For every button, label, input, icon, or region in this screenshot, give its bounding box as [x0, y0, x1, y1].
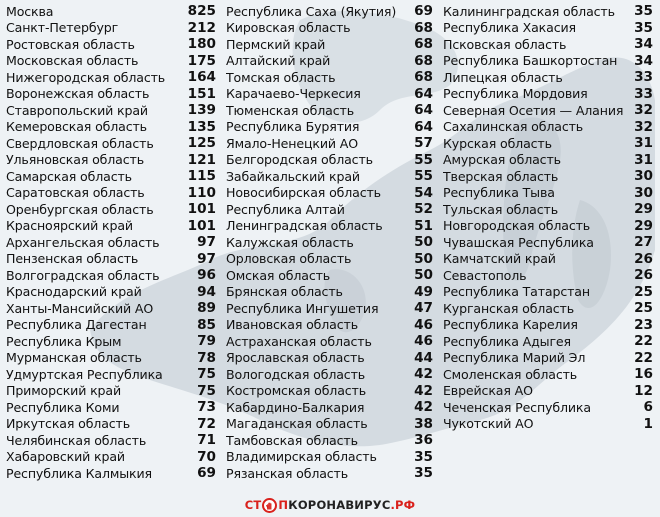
region-row: [443, 366, 653, 383]
case-count: 151: [187, 85, 216, 102]
region-name: Забайкальский край: [226, 168, 360, 184]
case-count: 35: [414, 448, 433, 465]
region-row: [443, 350, 653, 367]
region-row: [443, 383, 653, 400]
case-count: 26: [634, 250, 653, 267]
region-name: Краснодарский край: [6, 284, 142, 300]
region-row: [226, 300, 433, 317]
case-count: 94: [197, 283, 216, 300]
region-name: Красноярский край: [6, 218, 133, 234]
region-name: Республика Саха (Якутия): [226, 3, 397, 19]
case-count: 22: [634, 349, 653, 366]
region-name: Кемеровская область: [6, 119, 147, 135]
region-row: [443, 69, 653, 86]
region-row: [443, 152, 653, 169]
case-count: 175: [187, 52, 216, 69]
case-count: 72: [197, 415, 216, 432]
case-count: 180: [187, 36, 216, 53]
region-row: [6, 234, 216, 251]
region-name: Республика Калмыкия: [6, 465, 152, 481]
case-count: 33: [634, 69, 653, 86]
region-name: Архангельская область: [6, 234, 160, 250]
case-count: 42: [414, 399, 433, 416]
region-name: Брянская область: [226, 284, 343, 300]
case-count: 139: [187, 102, 216, 119]
region-row: [6, 300, 216, 317]
region-row: [226, 168, 433, 185]
region-row: [6, 119, 216, 136]
region-row: [6, 317, 216, 334]
case-count: 68: [414, 36, 433, 53]
region-row: [226, 284, 433, 301]
case-count: 44: [414, 349, 433, 366]
region-row: [6, 383, 216, 400]
region-row: [226, 20, 433, 37]
region-name: Волгоградская область: [6, 267, 160, 283]
region-name: Челябинская область: [6, 432, 147, 448]
region-row: [6, 53, 216, 70]
region-row: [6, 20, 216, 37]
logo-text-p: П: [278, 498, 289, 512]
region-row: [6, 36, 216, 53]
case-count: 31: [634, 151, 653, 168]
case-count: 29: [634, 217, 653, 234]
region-row: [443, 251, 653, 268]
region-row: [226, 416, 433, 433]
region-row: [443, 135, 653, 152]
case-count: 125: [187, 135, 216, 152]
case-count: 68: [414, 19, 433, 36]
region-row: [6, 3, 216, 20]
case-count: 27: [634, 234, 653, 251]
column-2: [226, 3, 433, 482]
case-count: 22: [634, 333, 653, 350]
region-name: Удмуртская Республика: [6, 366, 163, 382]
region-row: [443, 102, 653, 119]
region-name: Тульская область: [443, 201, 558, 217]
logo-text-koronavirus: КОРОНАВИРУС: [288, 498, 391, 512]
region-name: Санкт-Петербург: [6, 20, 119, 36]
region-row: [6, 102, 216, 119]
case-count: 135: [187, 118, 216, 135]
region-name: Новгородская область: [443, 218, 591, 234]
region-row: [6, 69, 216, 86]
region-name: Республика Крым: [6, 333, 122, 349]
case-count: 71: [197, 432, 216, 449]
region-row: [6, 135, 216, 152]
region-name: Карачаево-Черкесия: [226, 86, 361, 102]
region-name: Республика Хакасия: [443, 20, 576, 36]
case-count: 101: [187, 217, 216, 234]
region-name: Калужская область: [226, 234, 354, 250]
case-count: 34: [634, 52, 653, 69]
case-count: 38: [414, 415, 433, 432]
case-count: 68: [414, 52, 433, 69]
region-row: [443, 416, 653, 433]
case-count: 115: [187, 168, 216, 185]
region-name: Сахалинская область: [443, 119, 584, 135]
region-row: [6, 185, 216, 202]
region-row: [6, 218, 216, 235]
region-row: [443, 284, 653, 301]
region-name: Самарская область: [6, 168, 132, 184]
region-name: Курская область: [443, 135, 552, 151]
case-count: 69: [414, 3, 433, 20]
region-row: [6, 201, 216, 218]
case-count: 33: [634, 85, 653, 102]
case-count: 78: [197, 349, 216, 366]
region-row: [226, 36, 433, 53]
region-row: [443, 36, 653, 53]
region-row: [226, 366, 433, 383]
region-name: Ивановская область: [226, 317, 358, 333]
case-count: 89: [197, 300, 216, 317]
region-row: [226, 185, 433, 202]
case-count: 55: [414, 151, 433, 168]
region-row: [6, 449, 216, 466]
footer: [0, 496, 660, 514]
region-name: Ставропольский край: [6, 102, 148, 118]
region-name: Республика Мордовия: [443, 86, 588, 102]
region-name: Томская область: [226, 69, 336, 85]
case-count: 54: [414, 184, 433, 201]
case-count: 34: [634, 36, 653, 53]
case-count: 50: [414, 250, 433, 267]
region-name: Воронежская область: [6, 86, 150, 102]
region-name: Мурманская область: [6, 350, 142, 366]
region-name: Амурская область: [443, 152, 561, 168]
region-name: Рязанская область: [226, 465, 349, 481]
region-name: Республика Башкортостан: [443, 53, 618, 69]
region-row: [226, 465, 433, 482]
region-name: Калининградская область: [443, 3, 615, 19]
case-count: 25: [634, 300, 653, 317]
column-3: [443, 3, 653, 432]
region-row: [6, 399, 216, 416]
region-name: Курганская область: [443, 300, 575, 316]
case-count: 64: [414, 118, 433, 135]
region-row: [443, 218, 653, 235]
case-count: 30: [634, 168, 653, 185]
case-count: 75: [197, 366, 216, 383]
region-row: [226, 267, 433, 284]
region-name: Северная Осетия — Алания: [443, 102, 624, 118]
case-count: 70: [197, 448, 216, 465]
region-row: [443, 317, 653, 334]
region-row: [226, 317, 433, 334]
region-name: Чукотский АО: [443, 416, 534, 432]
region-row: [6, 465, 216, 482]
case-count: 96: [197, 267, 216, 284]
region-name: Пермский край: [226, 36, 326, 52]
case-count: 825: [187, 3, 216, 20]
case-count: 31: [634, 135, 653, 152]
region-name: Чувашская Республика: [443, 234, 594, 250]
case-count: 52: [414, 201, 433, 218]
region-row: [6, 86, 216, 103]
case-count: 50: [414, 234, 433, 251]
region-name: Республика Тыва: [443, 185, 555, 201]
case-count: 12: [634, 382, 653, 399]
region-row: [226, 234, 433, 251]
region-name: Ульяновская область: [6, 152, 144, 168]
region-row: [443, 86, 653, 103]
region-row: [226, 119, 433, 136]
region-name: Республика Коми: [6, 399, 120, 415]
region-name: Московская область: [6, 53, 139, 69]
region-row: [443, 300, 653, 317]
region-row: [226, 432, 433, 449]
case-count: 29: [634, 201, 653, 218]
region-name: Оренбургская область: [6, 201, 154, 217]
region-row: [226, 383, 433, 400]
region-name: Республика Ингушетия: [226, 300, 379, 316]
region-name: Тамбовская область: [226, 432, 358, 448]
region-row: [226, 449, 433, 466]
region-name: Республика Марий Эл: [443, 350, 586, 366]
region-name: Белгородская область: [226, 152, 373, 168]
region-row: [6, 432, 216, 449]
case-count: 23: [634, 316, 653, 333]
region-name: Магаданская область: [226, 416, 368, 432]
region-row: [226, 218, 433, 235]
region-name: Камчатский край: [443, 251, 556, 267]
region-name: Республика Карелия: [443, 317, 578, 333]
region-row: [226, 135, 433, 152]
region-name: Республика Дагестан: [6, 317, 147, 333]
region-row: [226, 399, 433, 416]
case-count: 121: [187, 151, 216, 168]
region-row: [6, 350, 216, 367]
region-name: Ханты-Мансийский АО: [6, 300, 154, 316]
region-name: Новосибирская область: [226, 185, 381, 201]
case-count: 16: [634, 366, 653, 383]
case-count: 64: [414, 102, 433, 119]
case-count: 97: [197, 234, 216, 251]
region-name: Ростовская область: [6, 36, 135, 52]
region-row: [226, 201, 433, 218]
region-name: Астраханская область: [226, 333, 372, 349]
region-row: [443, 3, 653, 20]
region-row: [226, 53, 433, 70]
region-name: Саратовская область: [6, 185, 145, 201]
region-row: [226, 69, 433, 86]
region-name: Республика Алтай: [226, 201, 345, 217]
case-count: 25: [634, 283, 653, 300]
case-count: 35: [414, 465, 433, 482]
region-name: Костромская область: [226, 383, 367, 399]
case-count: 79: [197, 333, 216, 350]
region-name: Кировская область: [226, 20, 351, 36]
case-count: 26: [634, 267, 653, 284]
case-count: 47: [414, 300, 433, 317]
case-count: 55: [414, 168, 433, 185]
region-name: Алтайский край: [226, 53, 331, 69]
case-count: 35: [634, 3, 653, 20]
region-name: Республика Бурятия: [226, 119, 360, 135]
region-name: Москва: [6, 3, 54, 19]
region-name: Хабаровский край: [6, 449, 125, 465]
stopkoronavirus-logo[interactable]: [245, 498, 416, 513]
region-row: [443, 20, 653, 37]
case-count: 69: [197, 465, 216, 482]
region-row: [443, 201, 653, 218]
region-row: [443, 119, 653, 136]
region-row: [226, 251, 433, 268]
region-row: [443, 267, 653, 284]
case-count: 46: [414, 316, 433, 333]
region-row: [443, 399, 653, 416]
case-count: 36: [414, 432, 433, 449]
region-row: [226, 333, 433, 350]
case-count: 46: [414, 333, 433, 350]
region-row: [6, 284, 216, 301]
region-name: Псковская область: [443, 36, 567, 52]
region-name: Еврейская АО: [443, 383, 533, 399]
case-count: 32: [634, 102, 653, 119]
case-count: 35: [634, 19, 653, 36]
region-name: Ярославская область: [226, 350, 365, 366]
region-row: [443, 333, 653, 350]
case-count: 97: [197, 250, 216, 267]
region-name: Владимирская область: [226, 449, 377, 465]
region-row: [226, 152, 433, 169]
region-name: Республика Адыгея: [443, 333, 571, 349]
region-name: Вологодская область: [226, 366, 366, 382]
case-count: 110: [187, 184, 216, 201]
region-row: [6, 416, 216, 433]
region-row: [226, 86, 433, 103]
region-name: Ямало-Ненецкий АО: [226, 135, 358, 151]
case-count: 42: [414, 366, 433, 383]
case-count: 51: [414, 217, 433, 234]
case-count: 75: [197, 382, 216, 399]
region-name: Ленинградская область: [226, 218, 383, 234]
region-name: Кабардино-Балкария: [226, 399, 365, 415]
case-count: 64: [414, 85, 433, 102]
region-row: [6, 267, 216, 284]
region-name: Орловская область: [226, 251, 352, 267]
region-table: [0, 3, 660, 487]
region-row: [443, 185, 653, 202]
region-name: Тюменская область: [226, 102, 354, 118]
case-count: 42: [414, 382, 433, 399]
region-name: Пензенская область: [6, 251, 139, 267]
region-row: [443, 53, 653, 70]
region-row: [226, 3, 433, 20]
case-count: 164: [187, 69, 216, 86]
region-name: Севастополь: [443, 267, 527, 283]
region-row: [226, 350, 433, 367]
region-name: Омская область: [226, 267, 331, 283]
region-row: [6, 366, 216, 383]
case-count: 73: [197, 399, 216, 416]
region-row: [6, 251, 216, 268]
region-name: Нижегородская область: [6, 69, 166, 85]
case-count: 85: [197, 316, 216, 333]
case-count: 50: [414, 267, 433, 284]
column-1: [6, 3, 216, 482]
case-count: 101: [187, 201, 216, 218]
case-count: 68: [414, 69, 433, 86]
region-name: Приморский край: [6, 383, 122, 399]
region-row: [226, 102, 433, 119]
case-count: 6: [643, 399, 653, 416]
region-name: Смоленская область: [443, 366, 578, 382]
case-count: 212: [187, 19, 216, 36]
region-name: Республика Татарстан: [443, 284, 590, 300]
case-count: 30: [634, 184, 653, 201]
region-row: [6, 152, 216, 169]
region-name: Свердловская область: [6, 135, 154, 151]
logo-text-rf: .РФ: [390, 498, 416, 512]
region-name: Чеченская Республика: [443, 399, 591, 415]
case-count: 49: [414, 283, 433, 300]
case-count: 1: [643, 415, 653, 432]
region-row: [6, 168, 216, 185]
logo-text-st: СТ: [244, 498, 262, 512]
region-row: [443, 168, 653, 185]
stop-hand-icon: [262, 498, 277, 513]
case-count: 32: [634, 118, 653, 135]
region-row: [443, 234, 653, 251]
case-count: 57: [414, 135, 433, 152]
region-row: [6, 333, 216, 350]
region-name: Липецкая область: [443, 69, 563, 85]
region-name: Иркутская область: [6, 416, 131, 432]
region-name: Тверская область: [443, 168, 559, 184]
